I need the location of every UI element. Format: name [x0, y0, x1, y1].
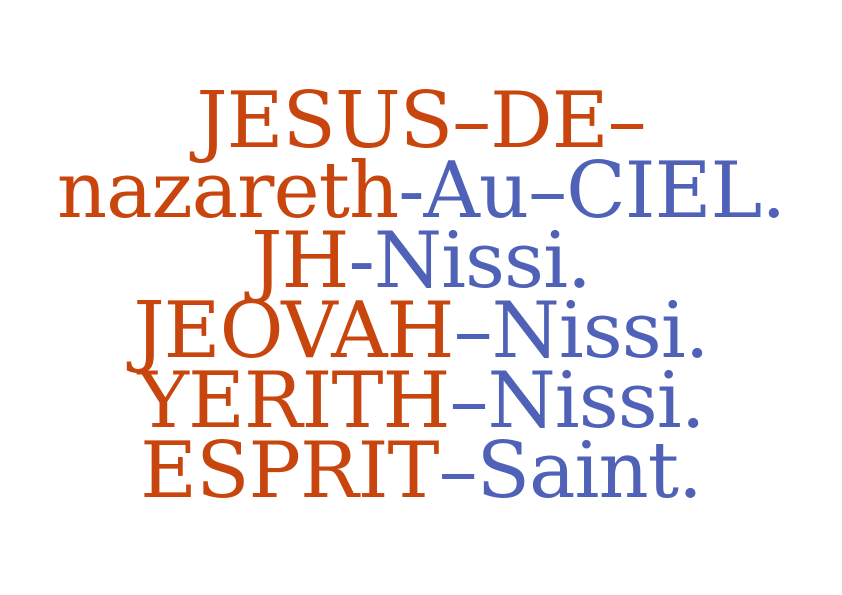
line-3-orange: JH	[251, 216, 349, 306]
line-5-blue: –Nissi.	[449, 356, 705, 446]
line-5-orange: YERITH	[137, 356, 450, 446]
line-6-blue: –Saint.	[438, 426, 702, 516]
text-stack	[0, 76, 842, 516]
line-4-orange: JEOVAH	[133, 286, 454, 376]
line-1-orange: JESUS–DE–	[196, 76, 646, 166]
line-2-orange: nazareth	[56, 146, 399, 236]
line-4-blue: –Nissi.	[453, 286, 709, 376]
line-6-orange: ESPRIT	[140, 426, 439, 516]
line-6	[0, 426, 842, 516]
line-2-blue: -Au–CIEL.	[398, 146, 786, 236]
line-3-blue: -Nissi.	[348, 216, 591, 306]
